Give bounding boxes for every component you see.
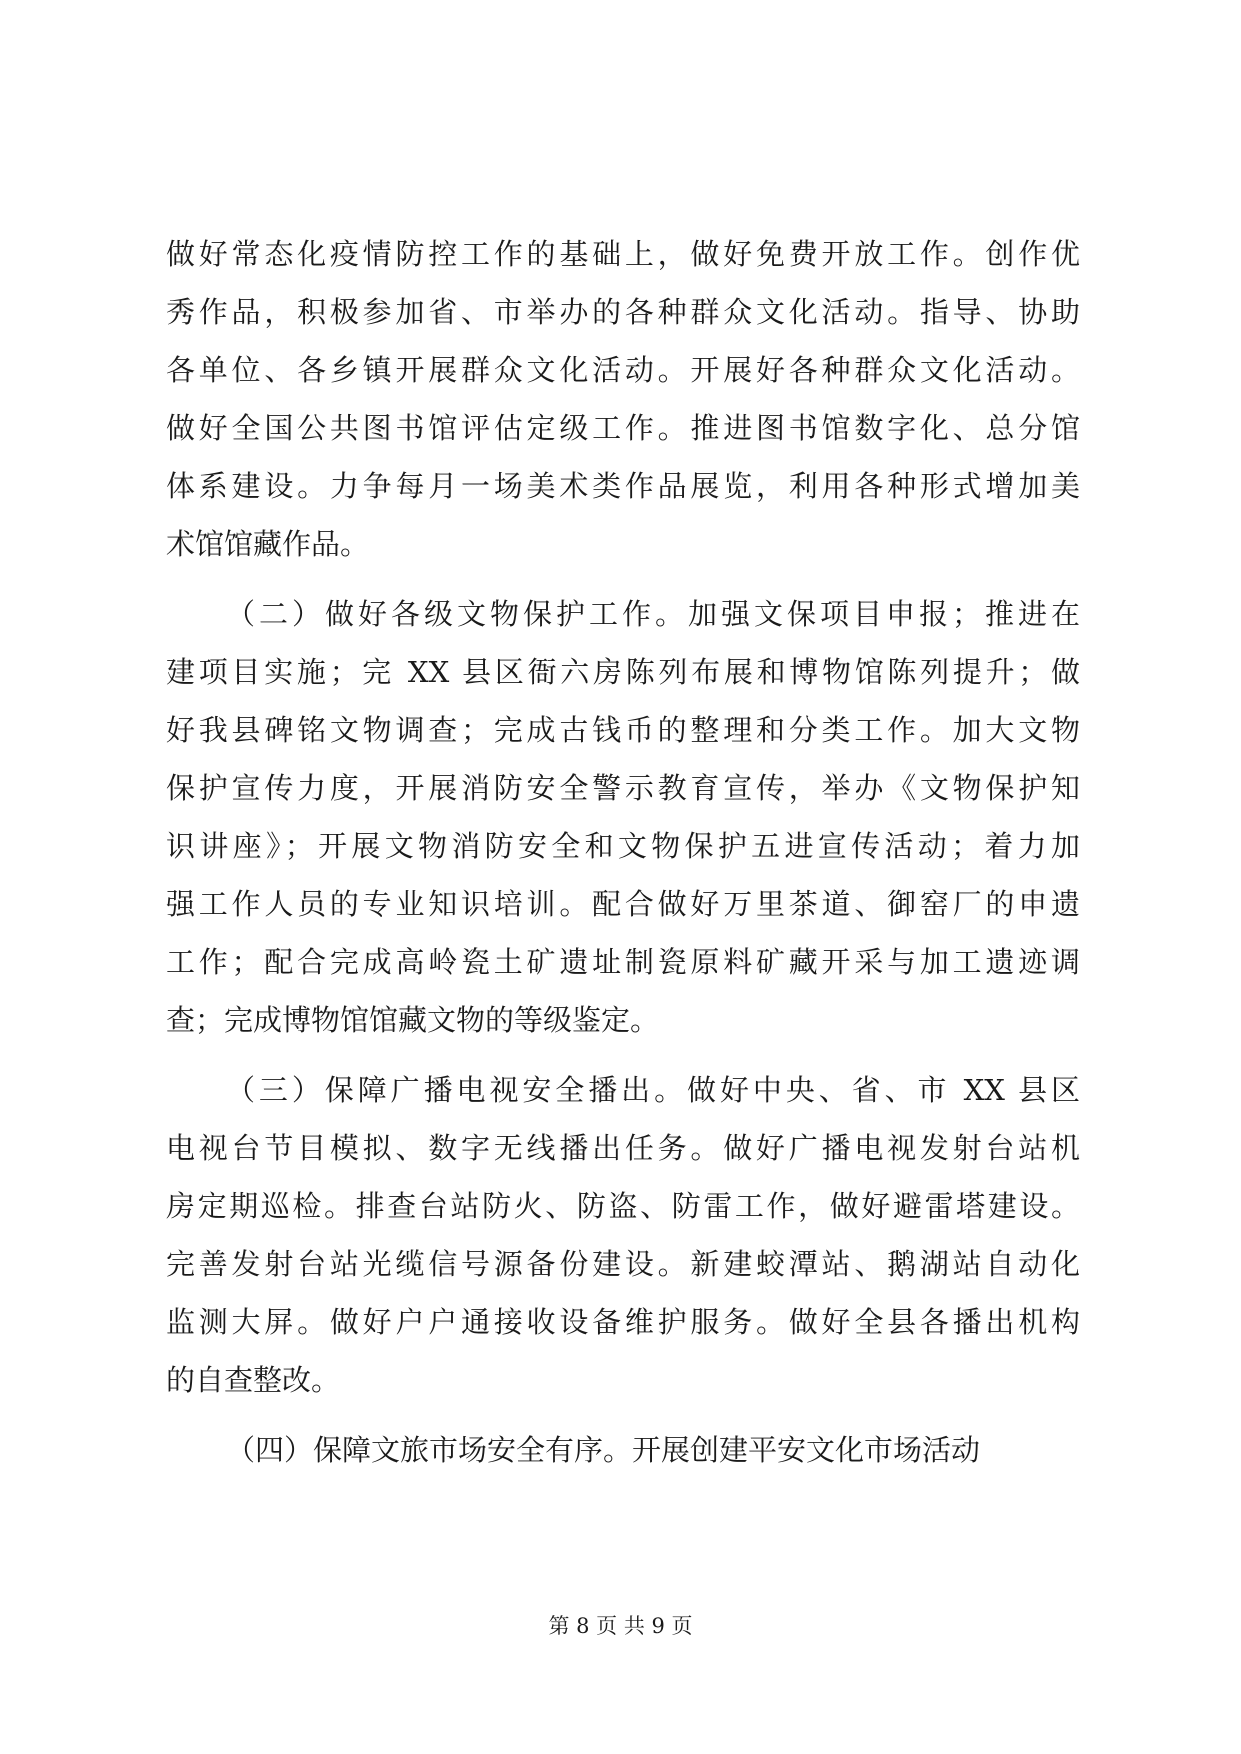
text-line: 好我县碑铭文物调查；完成古钱币的整理和分类工作。加大文物 (166, 713, 1080, 747)
text-line: 做好全国公共图书馆评估定级工作。推进图书馆数字化、总分馆 (166, 411, 1080, 445)
text-line: （四）保障文旅市场安全有序。开展创建平安文化市场活动 (226, 1433, 981, 1467)
text-line: 保护宣传力度，开展消防安全警示教育宣传，举办《文物保护知 (166, 771, 1080, 805)
text-line: 体系建设。力争每月一场美术类作品展览，利用各种形式增加美 (166, 469, 1080, 503)
text-line: 术馆馆藏作品。 (166, 527, 370, 561)
text-line: 监测大屏。做好户户通接收设备维护服务。做好全县各播出机构 (166, 1305, 1080, 1339)
text-line: 各单位、各乡镇开展群众文化活动。开展好各种群众文化活动。 (166, 353, 1080, 387)
text-line: 做好常态化疫情防控工作的基础上，做好免费开放工作。创作优 (166, 237, 1080, 271)
text-line: 工作；配合完成高岭瓷土矿遗址制瓷原料矿藏开采与加工遗迹调 (166, 945, 1080, 979)
paragraph (166, 225, 1080, 573)
text-line: 完善发射台站光缆信号源备份建设。新建蛟潭站、鹅湖站自动化 (166, 1247, 1080, 1281)
paragraph (166, 585, 1080, 1049)
paragraph (166, 1421, 1080, 1479)
text-line: 建项目实施；完 XX 县区衙六房陈列布展和博物馆陈列提升；做 (166, 655, 1080, 689)
text-line: 查；完成博物馆馆藏文物的等级鉴定。 (166, 1003, 660, 1037)
text-line: 强工作人员的专业知识培训。配合做好万里茶道、御窑厂的申遗 (166, 887, 1080, 921)
body-text (166, 225, 1080, 1479)
text-line: 房定期巡检。排查台站防火、防盗、防雷工作，做好避雷塔建设。 (166, 1189, 1080, 1223)
text-line: 的自查整改。 (166, 1363, 341, 1397)
paragraph (166, 1061, 1080, 1409)
page-number-footer: 第 8 页 共 9 页 (548, 1614, 693, 1638)
text-line: （三）保障广播电视安全播出。做好中央、省、市 XX 县区 (226, 1073, 1080, 1107)
text-line: （二）做好各级文物保护工作。加强文保项目申报；推进在 (226, 597, 1080, 631)
text-line: 电视台节目模拟、数字无线播出任务。做好广播电视发射台站机 (166, 1131, 1080, 1165)
text-line: 识讲座》；开展文物消防安全和文物保护五进宣传活动；着力加 (166, 829, 1080, 863)
text-line: 秀作品，积极参加省、市举办的各种群众文化活动。指导、协助 (166, 295, 1080, 329)
